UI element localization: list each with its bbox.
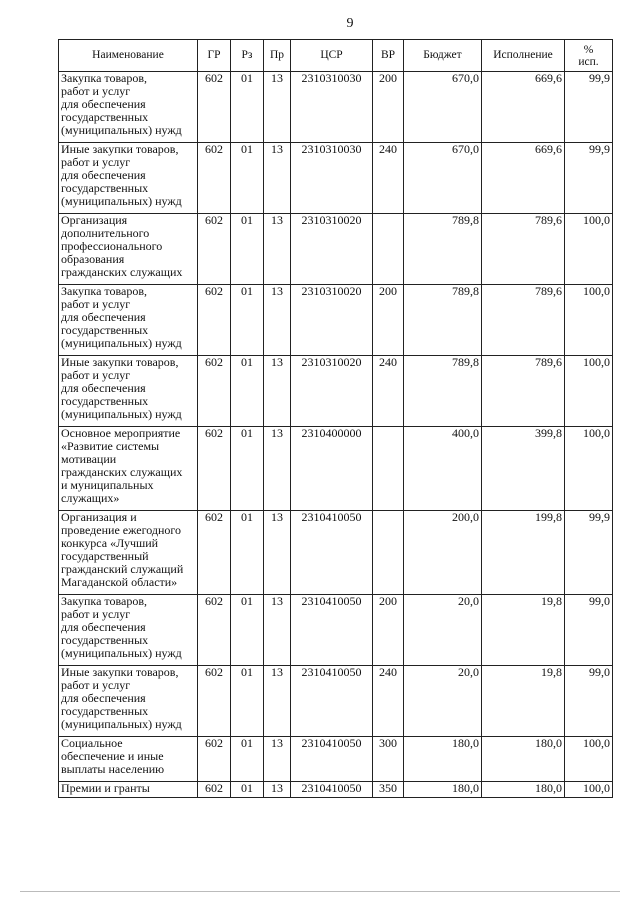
cell-name-line: Иные закупки товаров, [61,355,179,369]
cell-name-line: работ и услуг [61,155,131,169]
cell-name-line: (муниципальных) нужд [61,717,182,731]
cell-name [59,214,198,285]
cell-pct: 100,0 [565,737,613,782]
cell-name-line: для обеспечения [61,97,146,111]
header-execution: Исполнение [482,40,565,72]
cell-rz: 01 [231,427,264,511]
header-gr: ГР [198,40,231,72]
table-header-row [59,40,613,72]
cell-name [59,666,198,737]
cell-vr [373,427,404,511]
cell-vr [373,214,404,285]
cell-vr: 200 [373,595,404,666]
cell-vr [373,511,404,595]
cell-name-line: для обеспечения [61,310,146,324]
cell-pct: 100,0 [565,427,613,511]
table-row [59,511,613,595]
cell-vr: 200 [373,72,404,143]
cell-name-line: (муниципальных) нужд [61,407,182,421]
cell-rz: 01 [231,214,264,285]
cell-name-line: гражданских служащих [61,465,183,479]
cell-csr: 2310410050 [291,595,373,666]
header-pr: Пр [264,40,291,72]
cell-name-line: Закупка товаров, [61,594,147,608]
cell-budget: 20,0 [404,595,482,666]
cell-budget: 200,0 [404,511,482,595]
cell-name-line: и муниципальных [61,478,154,492]
cell-execution: 789,6 [482,356,565,427]
cell-name-line: Иные закупки товаров, [61,665,179,679]
cell-name [59,511,198,595]
cell-gr: 602 [198,782,231,798]
cell-pct: 100,0 [565,356,613,427]
cell-name-line: служащих» [61,491,120,505]
cell-budget: 670,0 [404,72,482,143]
cell-execution: 669,6 [482,143,565,214]
cell-pct: 99,9 [565,511,613,595]
cell-execution: 180,0 [482,782,565,798]
cell-name-line: дополнительного [61,226,150,240]
cell-budget: 180,0 [404,737,482,782]
cell-name [59,782,198,798]
cell-name-line: (муниципальных) нужд [61,646,182,660]
cell-name-line: работ и услуг [61,297,131,311]
cell-name-line: (муниципальных) нужд [61,123,182,137]
header-budget: Бюджет [404,40,482,72]
cell-pct: 100,0 [565,214,613,285]
cell-name-line: для обеспечения [61,381,146,395]
cell-name [59,72,198,143]
cell-name [59,285,198,356]
cell-name-line: Организация и [61,510,137,524]
cell-name-line: для обеспечения [61,620,146,634]
cell-name-line: Иные закупки товаров, [61,142,179,156]
header-percent-symbol: % [583,43,594,56]
cell-rz: 01 [231,511,264,595]
cell-csr: 2310410050 [291,737,373,782]
cell-pr: 13 [264,737,291,782]
cell-pct: 100,0 [565,782,613,798]
cell-pr: 13 [264,595,291,666]
cell-name-line: Закупка товаров, [61,71,147,85]
cell-csr: 2310310030 [291,72,373,143]
header-csr: ЦСР [291,40,373,72]
cell-name-line: государственный [61,549,149,563]
cell-csr: 2310310020 [291,214,373,285]
table-row [59,666,613,737]
cell-pr: 13 [264,143,291,214]
page-number: 9 [346,16,354,31]
cell-gr: 602 [198,356,231,427]
cell-name-line: гражданский служащий [61,562,184,576]
cell-name-line: профессионального [61,239,163,253]
cell-vr: 200 [373,285,404,356]
header-rz: Рз [231,40,264,72]
budget-execution-table [58,39,613,798]
cell-name-line: (муниципальных) нужд [61,336,182,350]
cell-name-line: выплаты населению [61,762,165,776]
cell-name-line: государственных [61,394,149,408]
table-row [59,595,613,666]
cell-name-line: для обеспечения [61,691,146,705]
cell-gr: 602 [198,666,231,737]
cell-pr: 13 [264,285,291,356]
table-row [59,737,613,782]
cell-name-line: Магаданской области» [61,575,178,589]
cell-name-line: государственных [61,110,149,124]
cell-budget: 400,0 [404,427,482,511]
cell-pct: 99,9 [565,143,613,214]
cell-name [59,737,198,782]
cell-pct: 100,0 [565,285,613,356]
cell-pr: 13 [264,666,291,737]
table-row [59,427,613,511]
cell-rz: 01 [231,737,264,782]
cell-gr: 602 [198,285,231,356]
cell-vr: 240 [373,356,404,427]
cell-name [59,143,198,214]
cell-gr: 602 [198,72,231,143]
cell-pr: 13 [264,511,291,595]
header-name: Наименование [59,40,198,72]
cell-pr: 13 [264,427,291,511]
cell-vr: 240 [373,666,404,737]
cell-name-line: Основное мероприятие [61,426,181,440]
table-row [59,285,613,356]
cell-pr: 13 [264,356,291,427]
cell-execution: 180,0 [482,737,565,782]
cell-csr: 2310310030 [291,143,373,214]
cell-name-line: государственных [61,704,149,718]
cell-name [59,595,198,666]
cell-budget: 789,8 [404,356,482,427]
cell-gr: 602 [198,511,231,595]
cell-execution: 199,8 [482,511,565,595]
cell-budget: 670,0 [404,143,482,214]
cell-name-line: обеспечение и иные [61,749,164,763]
cell-name-line: Социальное [61,736,123,750]
cell-name-line: проведение ежегодного [61,523,181,537]
cell-budget: 789,8 [404,214,482,285]
cell-rz: 01 [231,143,264,214]
table-row [59,143,613,214]
page-bottom-rule [20,891,620,892]
cell-pr: 13 [264,72,291,143]
cell-name-line: гражданских служащих [61,265,183,279]
cell-pr: 13 [264,782,291,798]
cell-name-line: для обеспечения [61,168,146,182]
cell-gr: 602 [198,143,231,214]
cell-rz: 01 [231,285,264,356]
cell-pct: 99,0 [565,595,613,666]
cell-gr: 602 [198,595,231,666]
cell-budget: 789,8 [404,285,482,356]
cell-name-line: государственных [61,181,149,195]
cell-csr: 2310310020 [291,356,373,427]
cell-name [59,427,198,511]
cell-name [59,356,198,427]
table-row [59,782,613,798]
header-percent [565,40,613,72]
cell-vr: 350 [373,782,404,798]
cell-execution: 19,8 [482,666,565,737]
cell-csr: 2310310020 [291,285,373,356]
table-row [59,356,613,427]
cell-name-line: работ и услуг [61,678,131,692]
cell-rz: 01 [231,72,264,143]
cell-name-line: (муниципальных) нужд [61,194,182,208]
cell-gr: 602 [198,214,231,285]
cell-vr: 300 [373,737,404,782]
cell-name-line: Закупка товаров, [61,284,147,298]
cell-gr: 602 [198,737,231,782]
cell-pr: 13 [264,214,291,285]
cell-csr: 2310410050 [291,666,373,737]
cell-execution: 789,6 [482,214,565,285]
cell-pct: 99,9 [565,72,613,143]
cell-rz: 01 [231,356,264,427]
cell-name-line: работ и услуг [61,607,131,621]
table-row [59,214,613,285]
cell-name-line: государственных [61,323,149,337]
cell-vr: 240 [373,143,404,214]
cell-execution: 399,8 [482,427,565,511]
cell-name-line: образования [61,252,125,266]
cell-name-line: работ и услуг [61,368,131,382]
cell-pct: 99,0 [565,666,613,737]
table-body [59,72,613,798]
table-row [59,72,613,143]
cell-rz: 01 [231,782,264,798]
cell-name-line: мотивации [61,452,117,466]
header-vr: ВР [373,40,404,72]
cell-budget: 180,0 [404,782,482,798]
cell-gr: 602 [198,427,231,511]
cell-name-line: «Развитие системы [61,439,160,453]
cell-name-line: государственных [61,633,149,647]
cell-execution: 669,6 [482,72,565,143]
cell-execution: 19,8 [482,595,565,666]
cell-rz: 01 [231,595,264,666]
cell-csr: 2310410050 [291,782,373,798]
cell-name-line: Организация [61,213,128,227]
cell-execution: 789,6 [482,285,565,356]
cell-rz: 01 [231,666,264,737]
cell-csr: 2310400000 [291,427,373,511]
header-percent-label: исп. [578,55,599,68]
cell-budget: 20,0 [404,666,482,737]
cell-csr: 2310410050 [291,511,373,595]
cell-name-line: работ и услуг [61,84,131,98]
cell-name-line: конкурса «Лучший [61,536,159,550]
cell-name-line: Премии и гранты [61,781,150,795]
